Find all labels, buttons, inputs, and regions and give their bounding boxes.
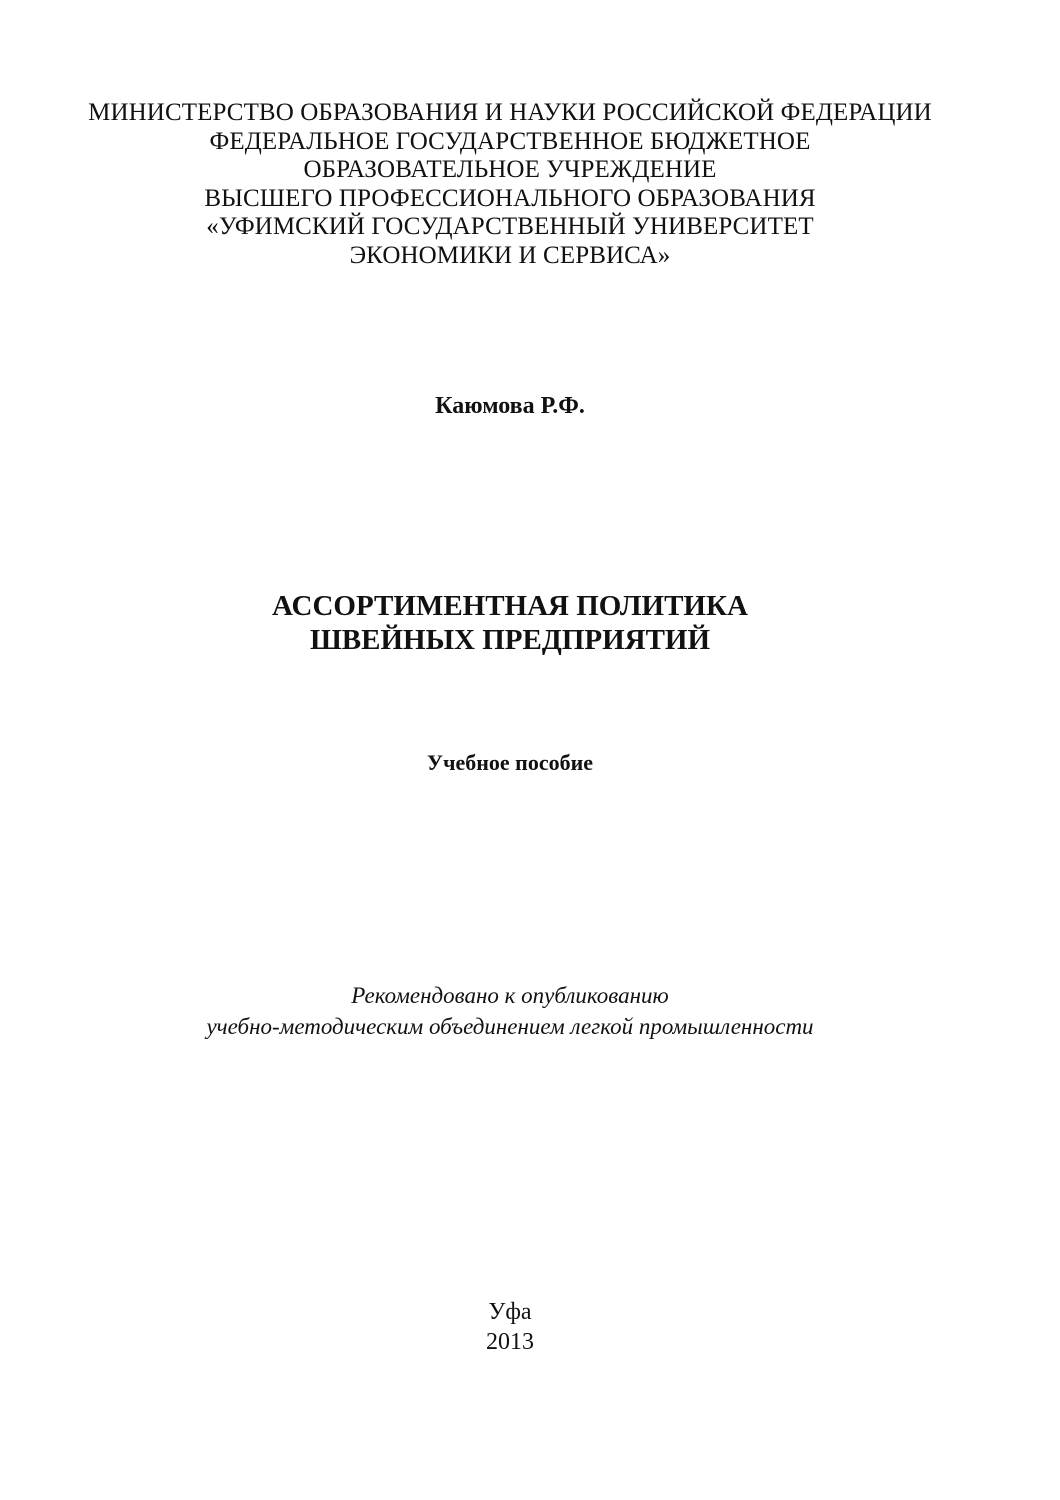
document-type: Учебное пособие	[426, 750, 594, 775]
publication-city: Уфа	[488, 1299, 532, 1325]
author-name: Каюмова Р.Ф.	[435, 393, 585, 419]
publication-footer	[0, 1297, 1020, 1357]
header-line: ОБРАЗОВАТЕЛЬНОЕ УЧРЕЖДЕНИЕ	[303, 156, 717, 183]
title-line: ШВЕЙНЫХ ПРЕДПРИЯТИЙ	[309, 624, 711, 656]
institution-header	[0, 99, 1020, 270]
header-line: ЭКОНОМИКИ И СЕРВИСА»	[349, 241, 671, 269]
book-title	[0, 589, 1020, 657]
header-line: МИНИСТЕРСТВО ОБРАЗОВАНИЯ И НАУКИ РОССИЙСКОЙ ФЕДЕРАЦИИ	[88, 99, 932, 126]
header-line: ВЫСШЕГО ПРОФЕССИОНАЛЬНОГО ОБРАЗОВАНИЯ	[204, 184, 816, 212]
recommendation-line: Рекомендовано к опубликованию	[351, 983, 669, 1008]
publication-year: 2013	[486, 1329, 534, 1355]
header-line: «УФИМСКИЙ ГОСУДАРСТВЕННЫЙ УНИВЕРСИТЕТ	[206, 213, 814, 240]
title-line: АССОРТИМЕНТНАЯ ПОЛИТИКА	[272, 590, 748, 622]
recommendation-line: учебно-методическим объединением легкой промышленности	[206, 1014, 814, 1039]
recommendation-note	[0, 980, 1020, 1042]
header-line: ФЕДЕРАЛЬНОЕ ГОСУДАРСТВЕННОЕ БЮДЖЕТНОЕ	[209, 127, 811, 155]
